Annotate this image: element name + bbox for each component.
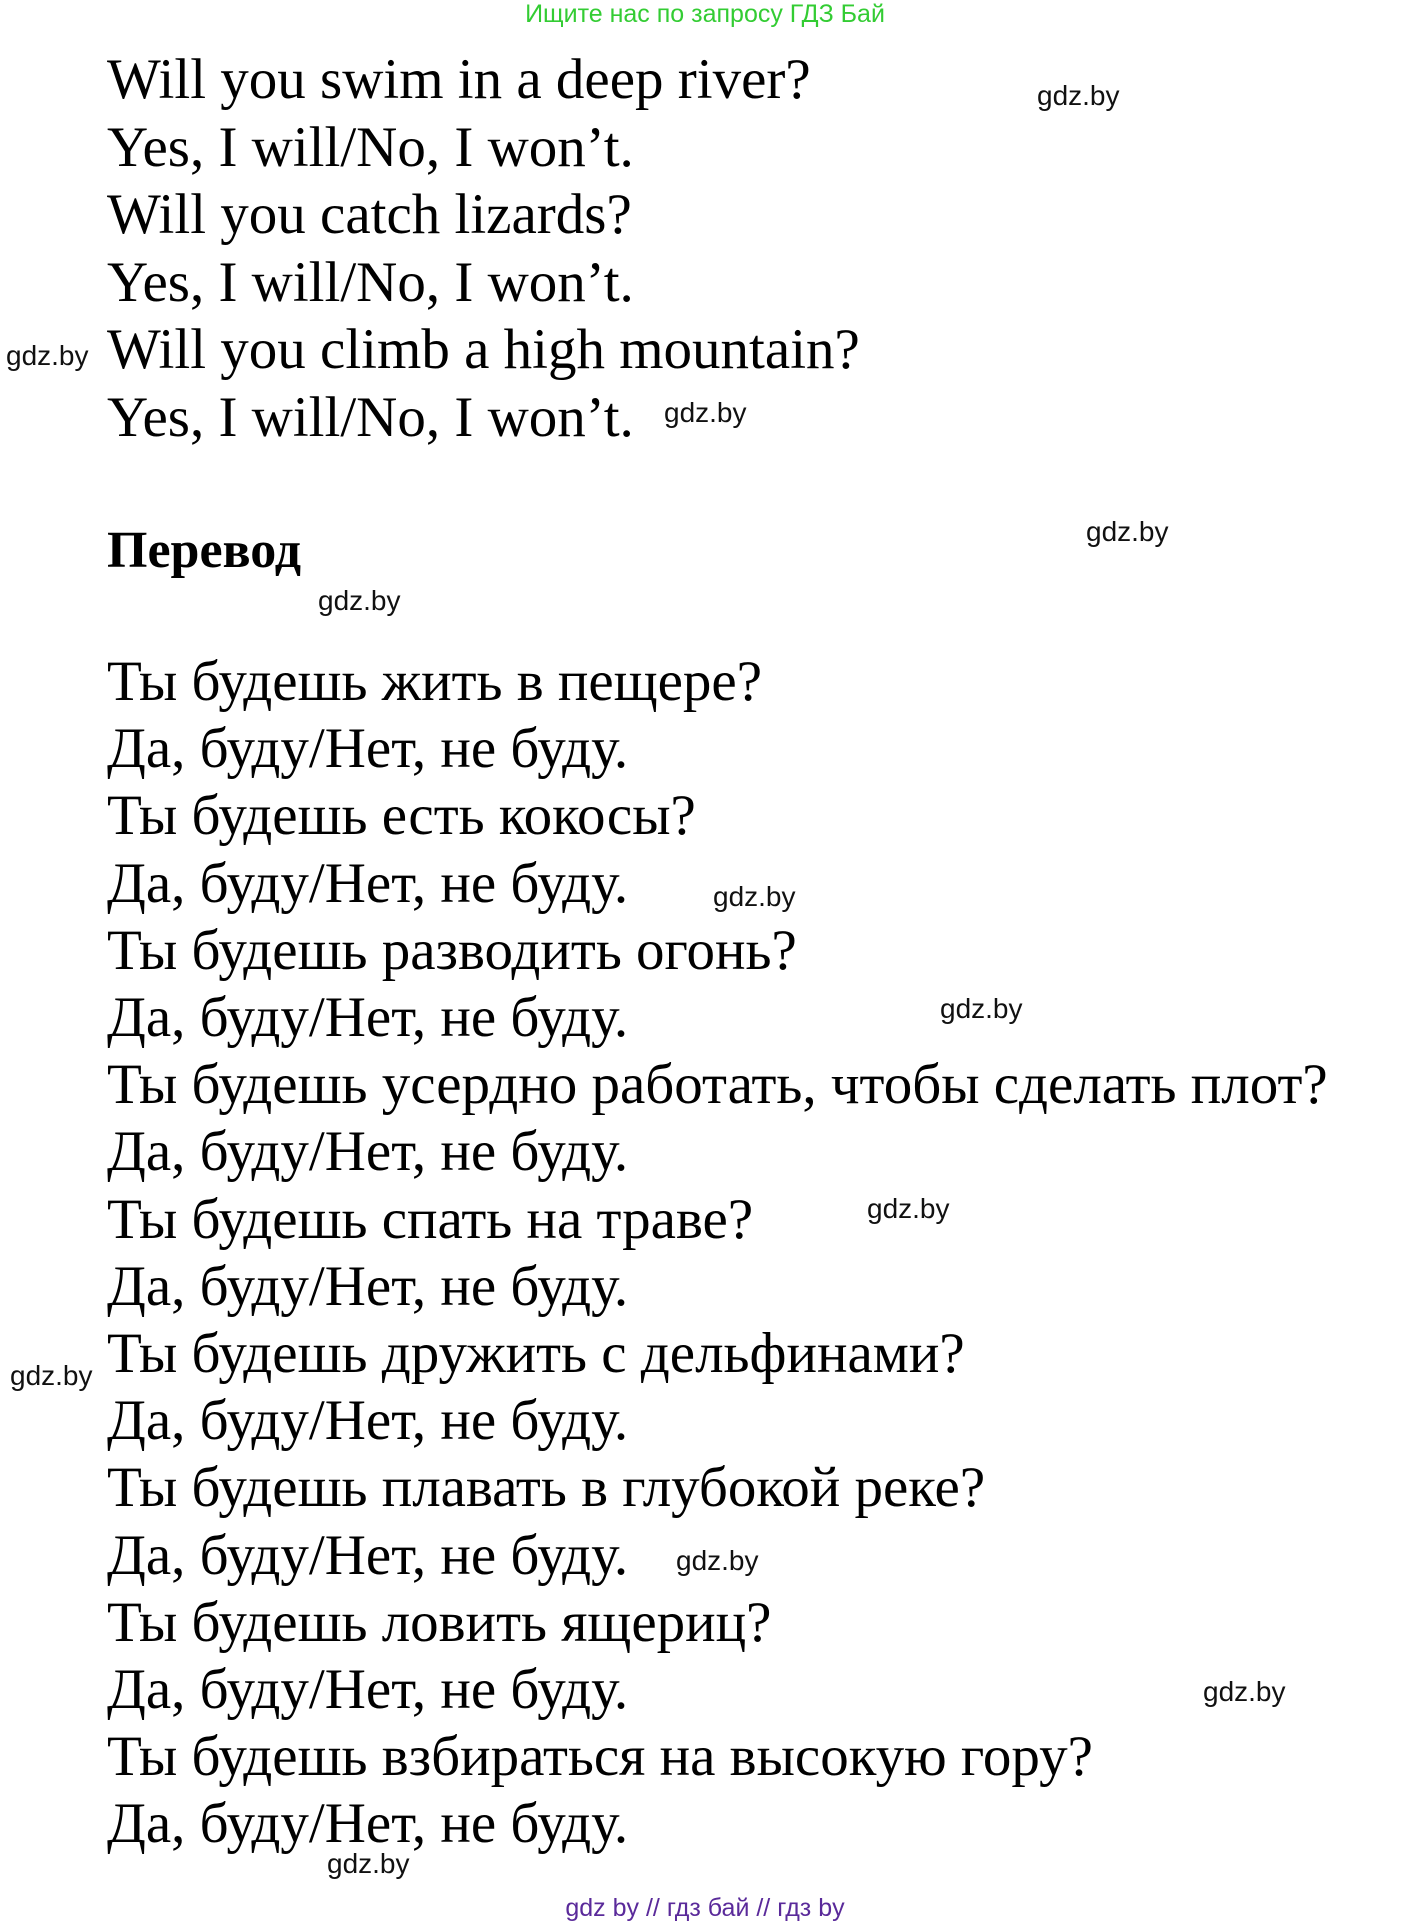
answer-line: Да, буду/Нет, не буду. bbox=[107, 717, 629, 781]
answer-line: Да, буду/Нет, не буду. bbox=[107, 1389, 629, 1453]
question-line: Ты будешь дружить с дельфинами? bbox=[107, 1322, 965, 1386]
question-line: Will you climb a high mountain? bbox=[107, 318, 860, 382]
answer-line: Да, буду/Нет, не буду. bbox=[107, 1120, 629, 1184]
question-line: Will you catch lizards? bbox=[107, 183, 632, 247]
footer-links: gdz by // гдз бай // гдз by bbox=[565, 1894, 845, 1922]
answer-line: Да, буду/Нет, не буду. bbox=[107, 1658, 629, 1722]
answer-line: Yes, I will/No, I won’t. bbox=[107, 250, 634, 314]
question-line: Ты будешь жить в пещере? bbox=[107, 650, 762, 713]
search-banner: Ищите нас по запросу ГДЗ Бай bbox=[525, 0, 885, 28]
watermark: gdz.by bbox=[327, 1848, 410, 1879]
watermark: gdz.by bbox=[867, 1193, 950, 1224]
watermark: gdz.by bbox=[664, 397, 747, 428]
question-line: Ты будешь разводить огонь? bbox=[107, 918, 797, 982]
english-dialogue bbox=[107, 46, 860, 452]
answer-line: Да, буду/Нет, не буду. bbox=[107, 986, 629, 1050]
watermark: gdz.by bbox=[1203, 1676, 1286, 1707]
watermark: gdz.by bbox=[1037, 80, 1120, 111]
watermark: gdz.by bbox=[6, 340, 89, 371]
watermark: gdz.by bbox=[10, 1360, 93, 1391]
answer-line: Да, буду/Нет, не буду. bbox=[107, 1523, 629, 1587]
answer-line: Да, буду/Нет, не буду. bbox=[107, 1254, 629, 1318]
watermark: gdz.by bbox=[676, 1545, 759, 1576]
russian-translation bbox=[107, 648, 1328, 1858]
watermark: gdz.by bbox=[318, 585, 401, 616]
question-line: Ты будешь спать на траве? bbox=[107, 1187, 754, 1251]
answer-line: Да, буду/Нет, не буду. bbox=[107, 851, 629, 915]
answer-line: Yes, I will/No, I won’t. bbox=[107, 115, 634, 179]
question-line: Ты будешь ловить ящериц? bbox=[107, 1590, 772, 1654]
answer-line: Yes, I will/No, I won’t. bbox=[107, 385, 634, 449]
question-line: Will you swim in a deep river? bbox=[107, 48, 811, 111]
watermark: gdz.by bbox=[1086, 516, 1169, 547]
translation-heading: Перевод bbox=[107, 522, 302, 579]
question-line: Ты будешь есть кокосы? bbox=[107, 784, 696, 848]
watermark: gdz.by bbox=[940, 993, 1023, 1024]
question-line: Ты будешь плавать в глубокой реке? bbox=[107, 1456, 986, 1520]
question-line: Ты будешь взбираться на высокую гору? bbox=[107, 1725, 1093, 1789]
answer-line: Да, буду/Нет, не буду. bbox=[107, 1792, 629, 1856]
question-line: Ты будешь усердно работать, чтобы сделать плот? bbox=[107, 1053, 1328, 1117]
watermark: gdz.by bbox=[713, 881, 796, 912]
